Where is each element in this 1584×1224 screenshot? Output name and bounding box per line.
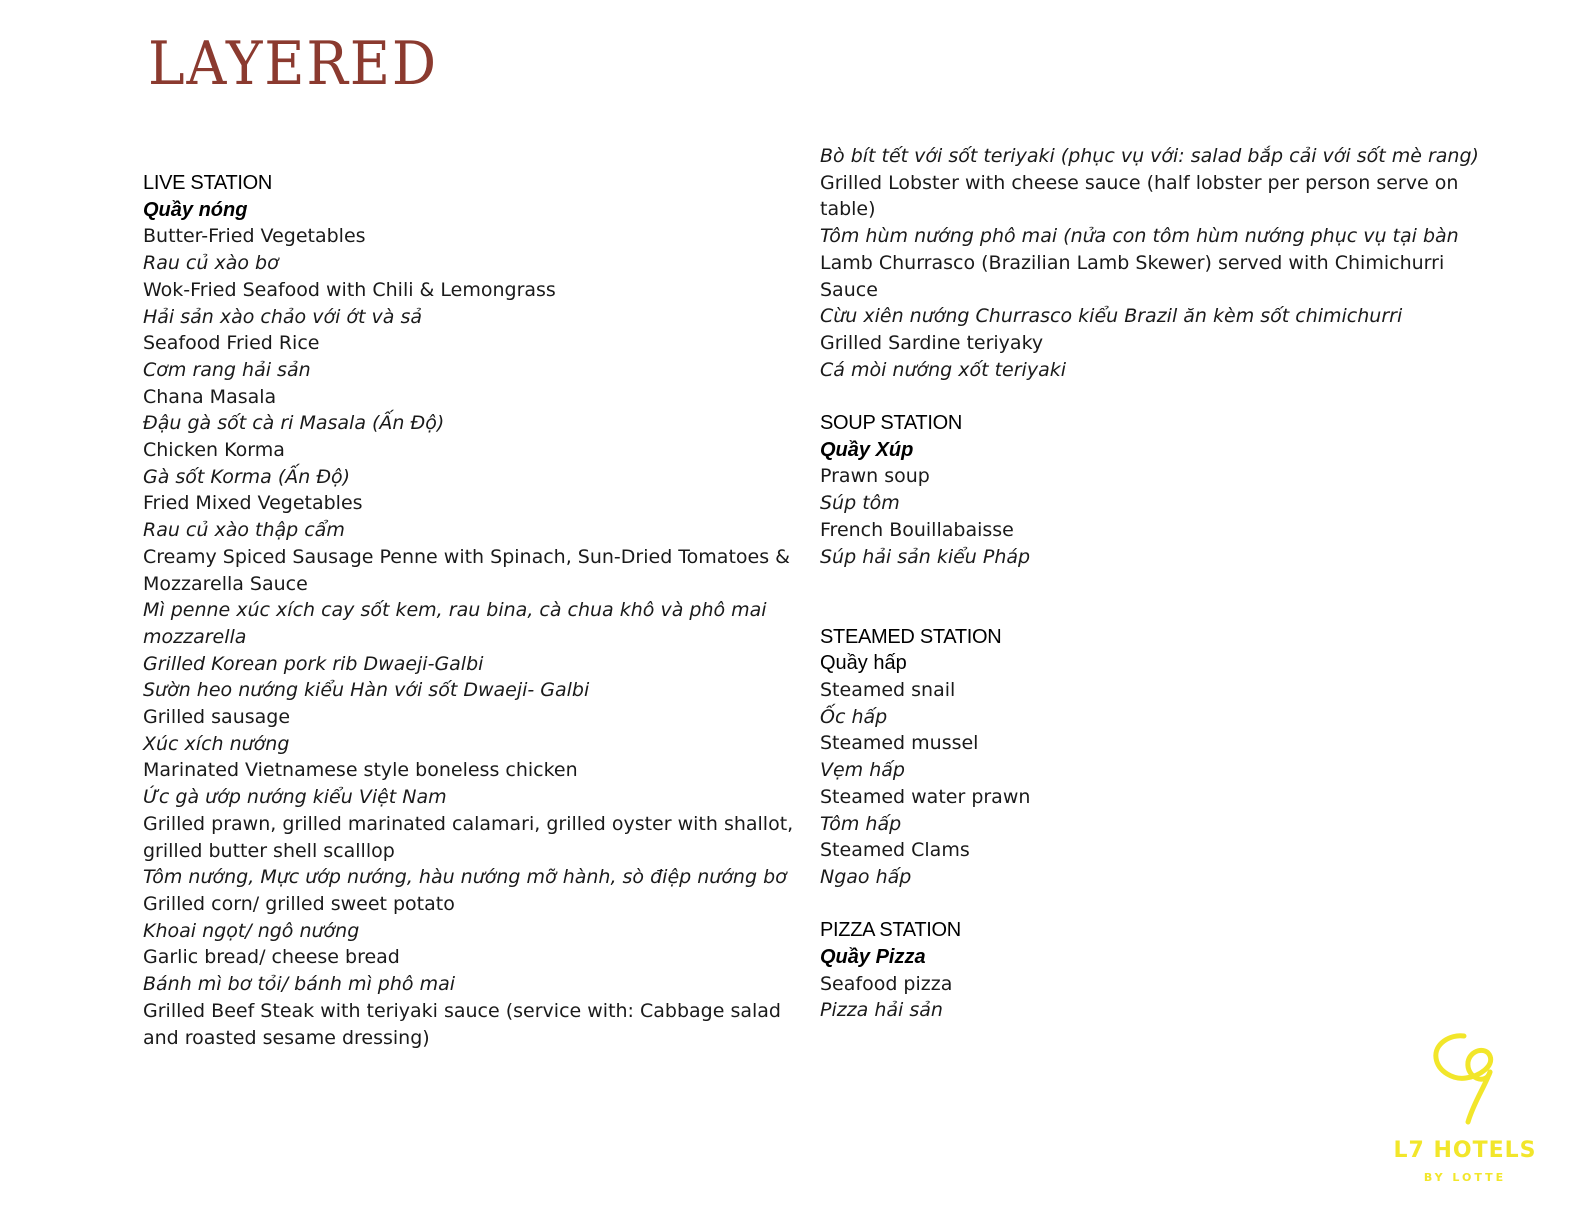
- menu-item-english: Creamy Spiced Sausage Penne with Spinach, Sun-Dried Tomatoes &: [143, 545, 790, 568]
- menu-item-vietnamese: Ức gà ướp nướng kiểu Việt Nam: [143, 786, 447, 809]
- menu-item-vietnamese: Sườn heo nướng kiểu Hàn với sốt Dwaeji- Galbi: [143, 679, 590, 702]
- l7-script-logo-icon: [1390, 1028, 1540, 1188]
- menu-item-english: Grilled sausage: [143, 706, 291, 729]
- menu-item-english: Seafood pizza: [820, 972, 953, 995]
- menu-item-vietnamese: Bánh mì bơ tỏi/ bánh mì phô mai: [143, 973, 455, 996]
- menu-item-english: Garlic bread/ cheese bread: [143, 946, 400, 969]
- station-heading: STEAMED STATION: [820, 625, 1002, 648]
- station-subheading: Quầy nóng: [143, 198, 248, 221]
- menu-item-english: Chicken Korma: [143, 439, 285, 462]
- menu-item-vietnamese: Súp hải sản kiểu Pháp: [820, 545, 1031, 568]
- menu-item-english: Mozzarella Sauce: [143, 572, 308, 595]
- menu-item-english: Lamb Churrasco (Brazilian Lamb Skewer) served with Chimichurri: [820, 251, 1445, 274]
- menu-item-english: Steamed water prawn: [820, 785, 1031, 808]
- spacer: [820, 891, 1440, 918]
- menu-item-english: French Bouillabaisse: [820, 518, 1014, 541]
- menu-item-vietnamese: Ngao hấp: [820, 865, 912, 888]
- menu-item-english: Grilled Beef Steak with teriyaki sauce (service with: Cabbage salad: [143, 999, 781, 1022]
- menu-item-english: table): [820, 198, 876, 221]
- menu-item-vietnamese: Tôm nướng, Mực ướp nướng, hàu nướng mỡ hành, sò điệp nướng bơ: [143, 866, 787, 889]
- menu-item-english: Prawn soup: [820, 465, 930, 488]
- menu-item-vietnamese: Grilled Korean pork rib Dwaeji-Galbi: [143, 652, 484, 675]
- menu-item-vietnamese: Ốc hấp: [820, 705, 888, 728]
- menu-item-english: Seafood Fried Rice: [143, 332, 320, 355]
- menu-item-vietnamese: Gà sốt Korma (Ấn Độ): [143, 465, 351, 488]
- menu-item-vietnamese: Mì penne xúc xích cay sốt kem, rau bina, cà chua khô và phô mai: [143, 599, 767, 622]
- brand-name: L7 HOTELS: [1393, 1138, 1537, 1163]
- menu-item-english: Marinated Vietnamese style boneless chicken: [143, 759, 578, 782]
- station-heading: SOUP STATION: [820, 412, 962, 435]
- menu-item-english: Steamed mussel: [820, 732, 979, 755]
- menu-item-english: Grilled Lobster with cheese sauce (half lobster per person serve on: [820, 171, 1459, 194]
- station-heading: PIZZA STATION: [820, 919, 961, 942]
- menu-item-vietnamese: Hải sản xào chảo với ớt và sả: [143, 305, 422, 328]
- menu-item-vietnamese: Cơm rang hải sản: [143, 358, 311, 381]
- menu-item-vietnamese: Cừu xiên nướng Churrasco kiểu Brazil ăn kèm sốt chimichurri: [820, 305, 1403, 328]
- menu-item-english: and roasted sesame dressing): [143, 1026, 430, 1049]
- menu-item-vietnamese: Rau củ xào bơ: [143, 252, 279, 275]
- station-heading: LIVE STATION: [143, 172, 273, 194]
- menu-item-english: Steamed snail: [820, 679, 956, 702]
- menu-item-english: Grilled prawn, grilled marinated calamari, grilled oyster with shallot,: [143, 812, 794, 835]
- menu-item-english: Grilled Sardine teriyaky: [820, 331, 1044, 354]
- menu-item-vietnamese: Pizza hải sản: [820, 999, 943, 1022]
- menu-item-vietnamese: Khoai ngọt/ ngô nướng: [143, 919, 360, 942]
- menu-item-vietnamese: Bò bít tết với sốt teriyaki (phục vụ với: salad bắp cải với sốt mè rang): [820, 145, 1479, 167]
- brand-sub: BY LOTTE: [1423, 1171, 1507, 1184]
- menu-item-english: Chana Masala: [143, 385, 277, 408]
- menu-item-vietnamese: Tôm hùm nướng phô mai (nửa con tôm hùm nướng phục vụ tại bàn: [820, 225, 1459, 248]
- menu-item-vietnamese: Vẹm hấp: [820, 759, 905, 782]
- spacer: [820, 570, 1440, 623]
- station-subheading: Quầy hấp: [820, 652, 907, 675]
- menu-item-english: Grilled corn/ grilled sweet potato: [143, 892, 455, 915]
- menu-left-column: [143, 170, 794, 1051]
- station-subheading: Quầy Pizza: [820, 946, 926, 969]
- menu-item-vietnamese: Rau củ xào thập cẩm: [143, 519, 345, 542]
- spacer: [820, 383, 1440, 410]
- menu-item-vietnamese: Tôm hấp: [820, 812, 902, 835]
- menu-item-english: Butter-Fried Vegetables: [143, 225, 366, 248]
- menu-item-english: grilled butter shell scalllop: [143, 839, 395, 862]
- menu-item-english: Steamed Clams: [820, 839, 970, 862]
- menu-right-column: [820, 143, 1479, 1024]
- menu-item-vietnamese: mozzarella: [143, 625, 247, 648]
- menu-item-vietnamese: Xúc xích nướng: [143, 732, 290, 755]
- station-subheading: Quầy Xúp: [820, 438, 914, 461]
- layered-logo: LAYERED: [148, 29, 439, 99]
- menu-item-english: Wok-Fried Seafood with Chili & Lemongrass: [143, 278, 556, 301]
- menu-item-vietnamese: Đậu gà sốt cà ri Masala (Ấn Độ): [143, 412, 445, 435]
- menu-item-english: Sauce: [820, 278, 878, 301]
- menu-item-vietnamese: Súp tôm: [820, 492, 900, 515]
- menu-item-english: Fried Mixed Vegetables: [143, 492, 363, 515]
- menu-item-vietnamese: Cá mòi nướng xốt teriyaki: [820, 358, 1067, 381]
